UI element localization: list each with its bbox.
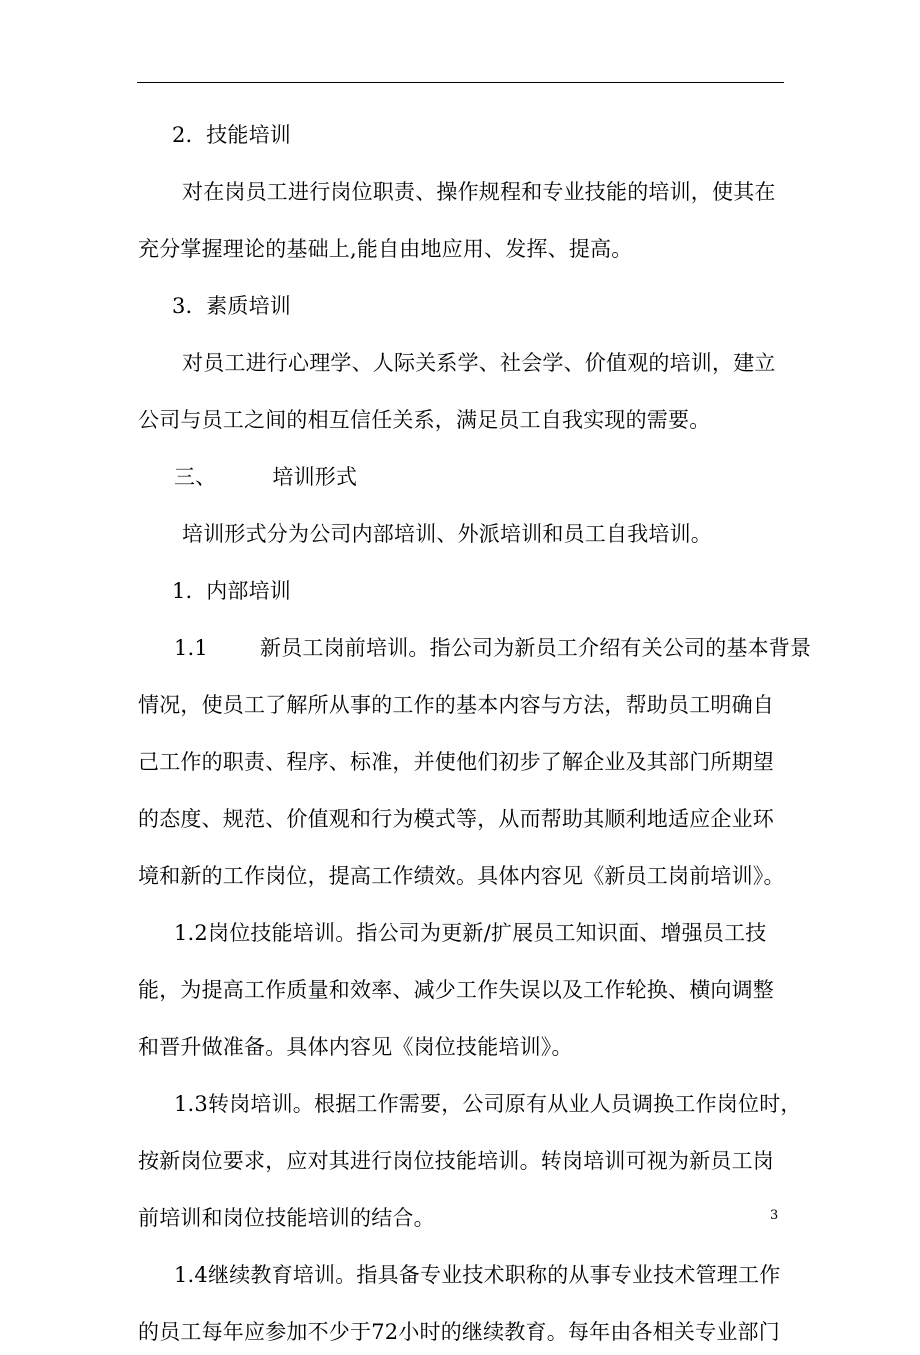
heading-title: 技能培训 — [206, 123, 292, 147]
section-heading-quality — [138, 283, 798, 329]
paragraph-line: 按新岗位要求，应对其进行岗位技能培训。转岗培训可视为新员工岗 — [138, 1149, 774, 1173]
page-number: 3 — [770, 1208, 779, 1223]
heading-title: 内部培训 — [206, 579, 292, 603]
section-heading-skill — [138, 112, 798, 158]
paragraph-line: 境和新的工作岗位，提高工作绩效。具体内容见《新员工岗前培训》。 — [138, 864, 785, 888]
heading-title: 素质培训 — [206, 294, 292, 318]
heading-title: 培训形式 — [272, 465, 358, 489]
section-heading-internal — [138, 568, 798, 614]
heading-number: 3. — [172, 294, 193, 318]
paragraph-line: 己工作的职责、程序、标准，并使他们初步了解企业及其部门所期望 — [138, 750, 774, 774]
heading-number: 1. — [172, 579, 193, 603]
header-rule — [137, 82, 784, 83]
paragraph-line: 能，为提高工作质量和效率、减少工作失误以及工作轮换、横向调整 — [138, 978, 774, 1002]
paragraph-line: 1.3转岗培训。根据工作需要，公司原有从业人员调换工作岗位时， — [174, 1092, 802, 1116]
paragraph-line: 和晋升做准备。具体内容见《岗位技能培训》。 — [138, 1035, 573, 1059]
item-1-1-first-line — [138, 625, 812, 671]
paragraph-text: 新员工岗前培训。指公司为新员工介绍有关公司的基本背景 — [260, 636, 812, 660]
paragraph-line: 1.4继续教育培训。指具备专业技术职称的从事专业技术管理工作 — [174, 1263, 781, 1287]
paragraph-line: 对员工进行心理学、人际关系学、社会学、价值观的培训，建立 — [182, 351, 776, 375]
paragraph-line: 1.2岗位技能培训。指公司为更新/扩展员工知识面、增强员工技 — [174, 921, 767, 945]
heading-number: 2. — [172, 123, 193, 147]
paragraph-line: 对在岗员工进行岗位职责、操作规程和专业技能的培训，使其在 — [182, 180, 776, 204]
paragraph-line: 的员工每年应参加不少于72小时的继续教育。每年由各相关专业部门 — [138, 1320, 780, 1344]
paragraph-line: 的态度、规范、价值观和行为模式等，从而帮助其顺利地适应企业环 — [138, 807, 774, 831]
paragraph-line: 情况，使员工了解所从事的工作的基本内容与方法，帮助员工明确自 — [138, 693, 774, 717]
heading-number: 三、 — [174, 465, 217, 489]
document-body — [138, 112, 812, 1355]
paragraph-line: 前培训和岗位技能培训的结合。 — [138, 1206, 435, 1230]
item-number: 1.1 — [174, 636, 208, 660]
paragraph-line: 公司与员工之间的相互信任关系，满足员工自我实现的需要。 — [138, 408, 711, 432]
paragraph-line: 培训形式分为公司内部培训、外派培训和员工自我培训。 — [182, 522, 712, 546]
paragraph-line: 充分掌握理论的基础上,能自由地应用、发挥、提高。 — [138, 237, 633, 261]
section-heading-form — [138, 454, 798, 500]
